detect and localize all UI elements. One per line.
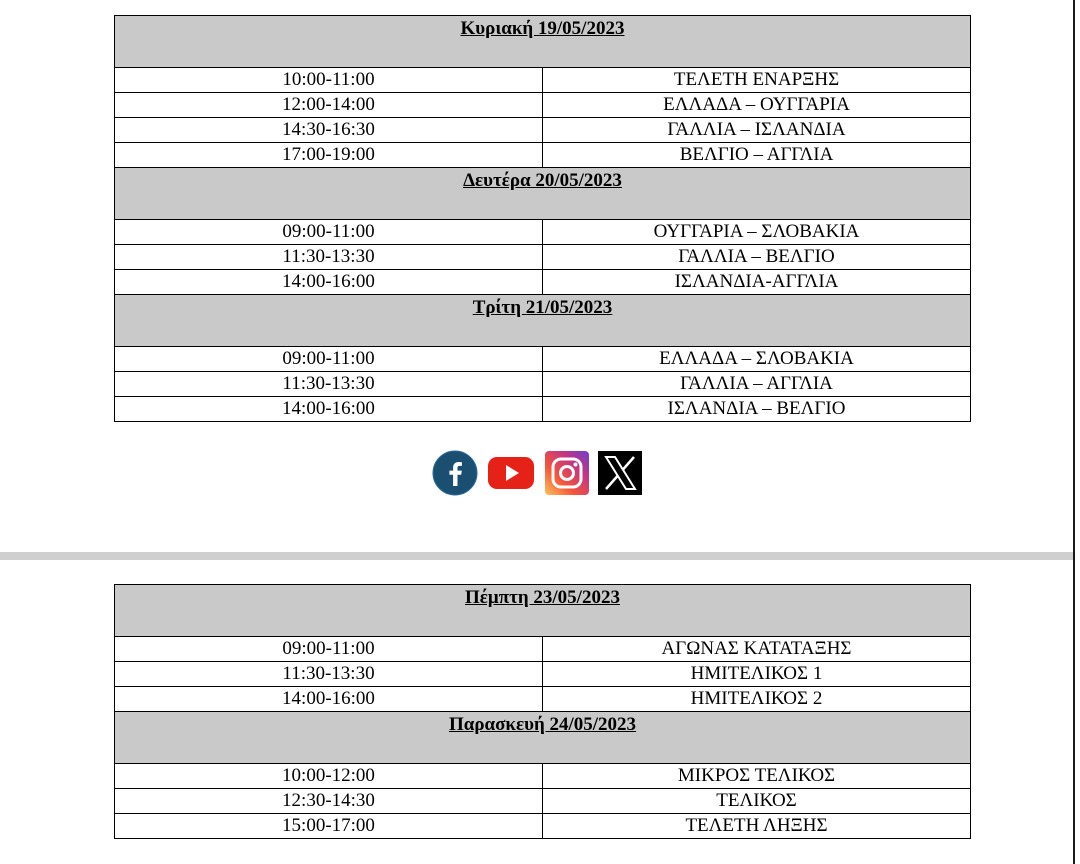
match-event: ΓΑΛΛΙΑ – ΒΕΛΓΙΟ	[543, 245, 971, 270]
table-row	[115, 637, 971, 662]
table-row	[115, 347, 971, 372]
match-time: 14:00-16:00	[115, 270, 543, 295]
match-time: 12:30-14:30	[115, 789, 543, 814]
match-time: 10:00-12:00	[115, 764, 543, 789]
match-time: 14:00-16:00	[115, 687, 543, 712]
table-row	[115, 220, 971, 245]
match-time: 10:00-11:00	[115, 68, 543, 93]
match-event: ΙΣΛΑΝΔΙΑ-ΑΓΓΛΙΑ	[543, 270, 971, 295]
table-row	[115, 245, 971, 270]
x-icon[interactable]	[598, 450, 642, 496]
match-event: ΤΕΛΕΤΗ ΛΗΞΗΣ	[543, 814, 971, 839]
match-time: 11:30-13:30	[115, 372, 543, 397]
day-date-label: Παρασκευή 24/05/2023	[115, 712, 971, 764]
day-date-label: Πέμπτη 23/05/2023	[115, 585, 971, 637]
match-time: 14:30-16:30	[115, 118, 543, 143]
match-time: 15:00-17:00	[115, 814, 543, 839]
match-time: 12:00-14:00	[115, 93, 543, 118]
match-time: 09:00-11:00	[115, 347, 543, 372]
table-row	[115, 93, 971, 118]
table-row	[115, 789, 971, 814]
table-row	[115, 270, 971, 295]
match-event: ΓΑΛΛΙΑ – ΙΣΛΑΝΔΙΑ	[543, 118, 971, 143]
match-event: ΓΑΛΛΙΑ – ΑΓΓΛΙΑ	[543, 372, 971, 397]
table-row	[115, 814, 971, 839]
document-page-2	[0, 560, 1080, 864]
day-header-row	[115, 295, 971, 347]
day-date-label: Κυριακή 19/05/2023	[115, 16, 971, 68]
day-header-row	[115, 16, 971, 68]
youtube-icon[interactable]	[486, 450, 536, 496]
match-time: 09:00-11:00	[115, 220, 543, 245]
match-event: ΙΣΛΑΝΔΙΑ – ΒΕΛΓΙΟ	[543, 397, 971, 422]
instagram-icon[interactable]	[544, 450, 590, 496]
day-date-label: Δευτέρα 20/05/2023	[115, 168, 971, 220]
day-header-row	[115, 712, 971, 764]
table-row	[115, 118, 971, 143]
match-event: ΤΕΛΙΚΟΣ	[543, 789, 971, 814]
table-row	[115, 372, 971, 397]
match-time: 17:00-19:00	[115, 143, 543, 168]
match-time: 11:30-13:30	[115, 662, 543, 687]
day-header-row	[115, 168, 971, 220]
viewport-edge	[1073, 0, 1080, 864]
table-row	[115, 764, 971, 789]
match-time: 11:30-13:30	[115, 245, 543, 270]
day-date-label: Τρίτη 21/05/2023	[115, 295, 971, 347]
match-event: ΒΕΛΓΙΟ – ΑΓΓΛΙΑ	[543, 143, 971, 168]
match-event: ΕΛΛΑΔΑ – ΣΛΟΒΑΚΙΑ	[543, 347, 971, 372]
match-event: ΑΓΩΝΑΣ ΚΑΤΑΤΑΞΗΣ	[543, 637, 971, 662]
table-row	[115, 687, 971, 712]
match-event: ΟΥΓΓΑΡΙΑ – ΣΛΟΒΑΚΙΑ	[543, 220, 971, 245]
match-time: 14:00-16:00	[115, 397, 543, 422]
match-event: ΗΜΙΤΕΛΙΚΟΣ 1	[543, 662, 971, 687]
match-time: 09:00-11:00	[115, 637, 543, 662]
social-links	[432, 450, 642, 496]
table-row	[115, 68, 971, 93]
table-row	[115, 662, 971, 687]
schedule-table-1	[114, 15, 971, 422]
match-event: ΕΛΛΑΔΑ – ΟΥΓΓΑΡΙΑ	[543, 93, 971, 118]
page-separator	[0, 552, 1080, 560]
day-header-row	[115, 585, 971, 637]
match-event: ΗΜΙΤΕΛΙΚΟΣ 2	[543, 687, 971, 712]
table-row	[115, 397, 971, 422]
schedule-table-2	[114, 584, 971, 839]
facebook-icon[interactable]	[432, 450, 478, 496]
table-row	[115, 143, 971, 168]
match-event: ΜΙΚΡΟΣ ΤΕΛΙΚΟΣ	[543, 764, 971, 789]
match-event: ΤΕΛΕΤΗ ΕΝΑΡΞΗΣ	[543, 68, 971, 93]
